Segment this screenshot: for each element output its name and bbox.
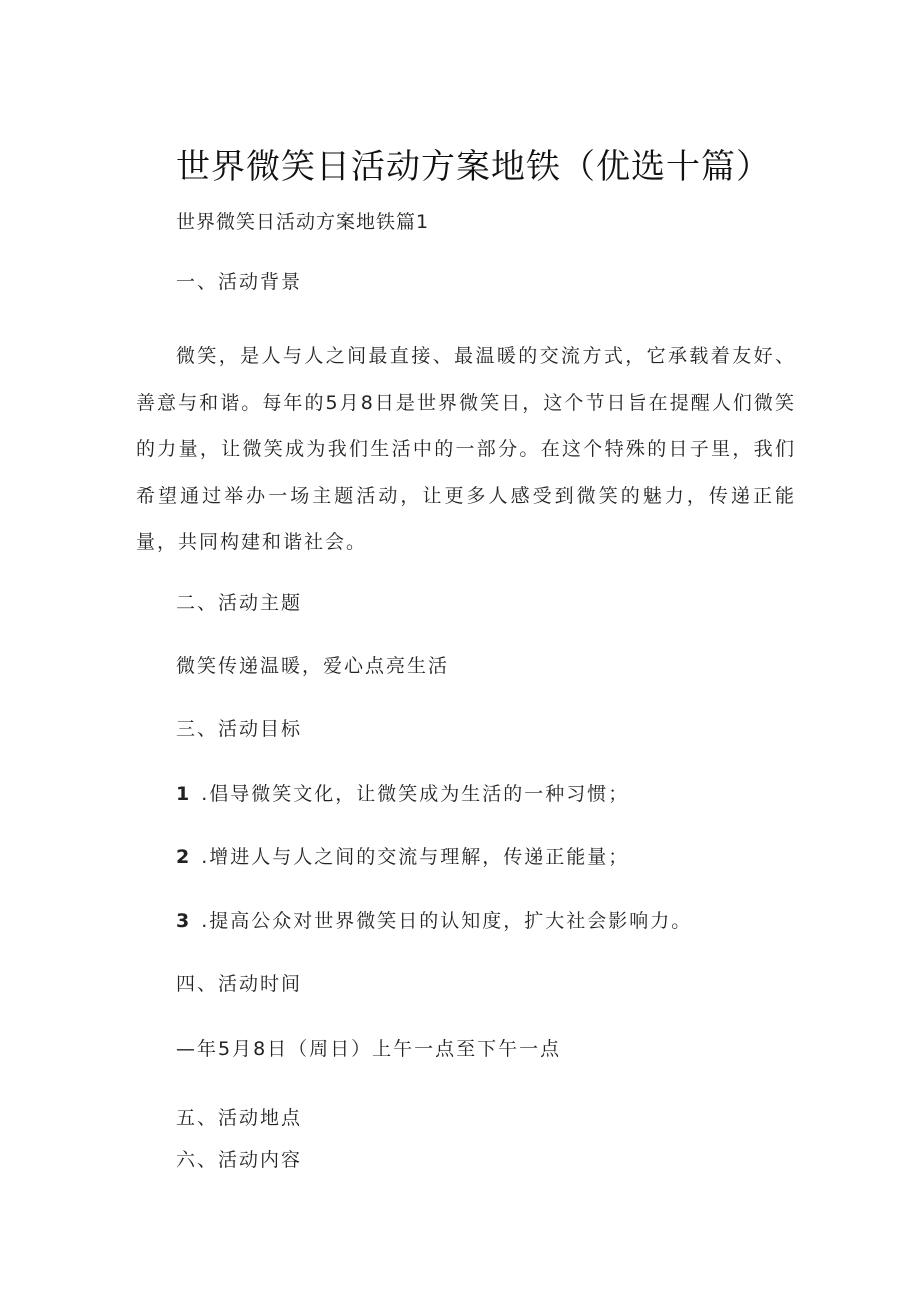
document-subtitle: 世界微笑日活动方案地铁篇1	[176, 211, 430, 233]
goal-number: 3	[176, 910, 192, 932]
background-paragraph: 微笑，是人与人之间最直接、最温暖的交流方式，它承载着友好、善意与和谐。每年的5月8日是世界微笑日，这个节日旨在提醒人们微笑的力量，让微笑成为我们生活中的一部分。在这个特殊的日子里，我们希望通过举办一场主题活动，让更多人感受到微笑的魅力，传递正能量，共同构建和谐社会。	[136, 345, 796, 553]
section-heading-background: 一、活动背景	[176, 271, 303, 293]
time-text: —年5月8日（周日）上午一点至下午一点	[176, 1038, 562, 1060]
goal-item-2	[176, 848, 629, 867]
goal-number: 1	[176, 783, 192, 805]
document-title: 世界微笑日活动方案地铁（优选十篇）	[176, 147, 771, 187]
goal-item-1	[176, 785, 629, 804]
goal-text: .增进人与人之间的交流与理解，传递正能量；	[201, 846, 630, 868]
section-heading-content: 六、活动内容	[176, 1149, 303, 1171]
section-heading-goals: 三、活动目标	[176, 718, 303, 740]
goal-item-3	[176, 912, 692, 931]
goal-number: 2	[176, 846, 192, 868]
goal-text: .提高公众对世界微笑日的认知度，扩大社会影响力。	[201, 910, 693, 932]
section-heading-time: 四、活动时间	[176, 973, 303, 995]
theme-text: 微笑传递温暖，爱心点亮生活	[176, 655, 450, 677]
section-heading-location: 五、活动地点	[176, 1107, 303, 1129]
goal-text: .倡导微笑文化，让微笑成为生活的一种习惯；	[201, 783, 630, 805]
section-heading-theme: 二、活动主题	[176, 592, 303, 614]
